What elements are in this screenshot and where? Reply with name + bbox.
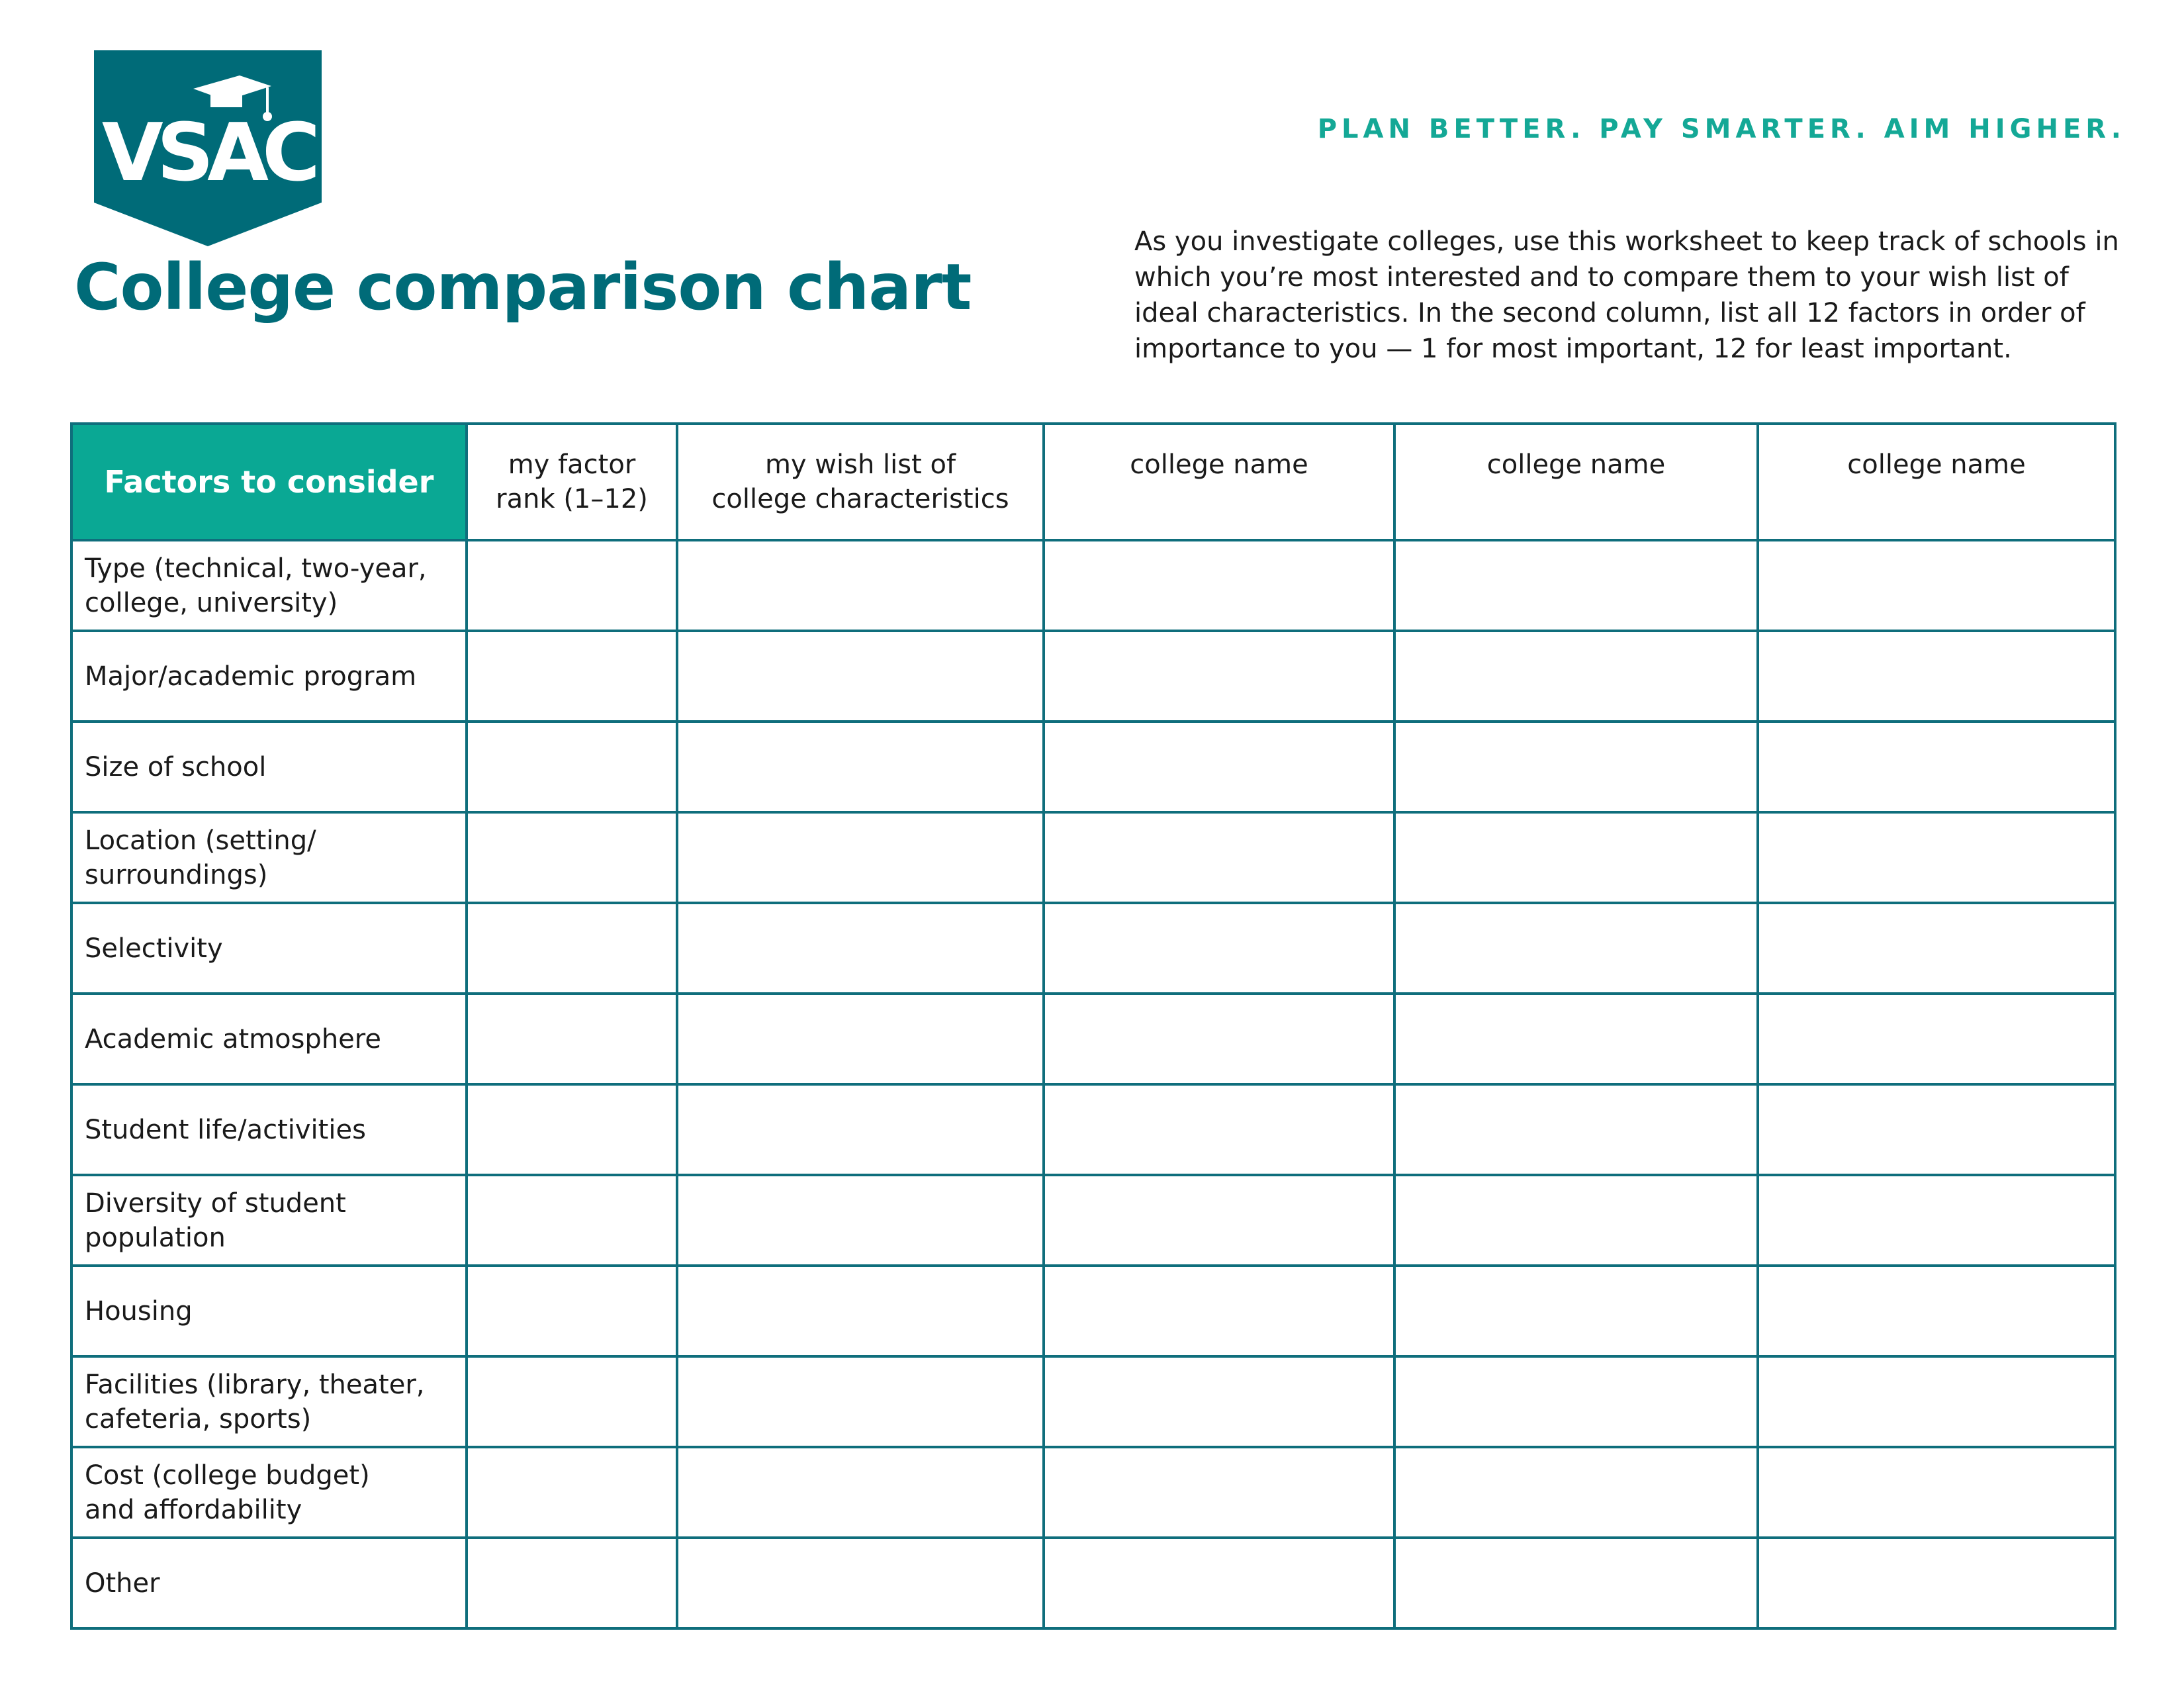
college-1-cell[interactable]	[1044, 1447, 1394, 1538]
wish-list-cell[interactable]	[677, 1175, 1044, 1266]
table-row	[71, 631, 2115, 722]
table-row	[71, 1538, 2115, 1628]
college-2-cell[interactable]	[1394, 722, 1758, 812]
college-2-cell[interactable]	[1394, 812, 1758, 903]
wish-list-cell[interactable]	[677, 812, 1044, 903]
college-1-cell[interactable]	[1044, 1356, 1394, 1447]
college-1-cell[interactable]	[1044, 1175, 1394, 1266]
college-1-cell[interactable]	[1044, 994, 1394, 1084]
factor-label: Other	[71, 1538, 467, 1628]
college-2-cell[interactable]	[1394, 1447, 1758, 1538]
rank-cell[interactable]	[467, 1175, 677, 1266]
page-title: College comparison chart	[74, 250, 972, 324]
factor-label: Diversity of student population	[71, 1175, 467, 1266]
college-2-cell[interactable]	[1394, 540, 1758, 631]
factor-label: Facilities (library, theater, cafeteria, sports)	[71, 1356, 467, 1447]
college-3-cell[interactable]	[1758, 994, 2115, 1084]
college-2-cell[interactable]	[1394, 994, 1758, 1084]
tagline: PLAN BETTER. PAY SMARTER. AIM HIGHER.	[1317, 114, 2126, 144]
college-3-cell[interactable]	[1758, 722, 2115, 812]
table-row	[71, 812, 2115, 903]
college-3-cell[interactable]	[1758, 1538, 2115, 1628]
college-1-cell[interactable]	[1044, 540, 1394, 631]
wish-list-cell[interactable]	[677, 1538, 1044, 1628]
college-1-cell[interactable]	[1044, 812, 1394, 903]
factor-label: Size of school	[71, 722, 467, 812]
table-row	[71, 1084, 2115, 1175]
college-3-cell[interactable]	[1758, 1447, 2115, 1538]
factor-label: Type (technical, two-year, college, university)	[71, 540, 467, 631]
wish-list-cell[interactable]	[677, 722, 1044, 812]
college-2-cell[interactable]	[1394, 903, 1758, 994]
factor-label: Selectivity	[71, 903, 467, 994]
college-3-cell[interactable]	[1758, 1356, 2115, 1447]
logo-text: VSAC	[101, 107, 314, 199]
header-college-name-2: college name	[1394, 424, 1758, 540]
rank-cell[interactable]	[467, 1538, 677, 1628]
rank-cell[interactable]	[467, 722, 677, 812]
college-2-cell[interactable]	[1394, 1266, 1758, 1356]
college-2-cell[interactable]	[1394, 1084, 1758, 1175]
wish-list-cell[interactable]	[677, 540, 1044, 631]
rank-cell[interactable]	[467, 540, 677, 631]
college-2-cell[interactable]	[1394, 1356, 1758, 1447]
college-1-cell[interactable]	[1044, 1266, 1394, 1356]
rank-cell[interactable]	[467, 1084, 677, 1175]
rank-cell[interactable]	[467, 994, 677, 1084]
college-3-cell[interactable]	[1758, 1266, 2115, 1356]
table-header-row	[71, 424, 2115, 540]
wish-list-cell[interactable]	[677, 1447, 1044, 1538]
college-1-cell[interactable]	[1044, 1538, 1394, 1628]
table-row	[71, 994, 2115, 1084]
wish-list-cell[interactable]	[677, 1356, 1044, 1447]
college-2-cell[interactable]	[1394, 631, 1758, 722]
table-row	[71, 722, 2115, 812]
rank-cell[interactable]	[467, 631, 677, 722]
vsac-logo	[94, 50, 322, 246]
wish-list-cell[interactable]	[677, 1266, 1044, 1356]
table-row	[71, 1175, 2115, 1266]
comparison-table	[70, 422, 2116, 1630]
header-college-name-3: college name	[1758, 424, 2115, 540]
college-3-cell[interactable]	[1758, 812, 2115, 903]
college-3-cell[interactable]	[1758, 540, 2115, 631]
table-row	[71, 1356, 2115, 1447]
table-row	[71, 1447, 2115, 1538]
rank-cell[interactable]	[467, 1356, 677, 1447]
college-3-cell[interactable]	[1758, 631, 2115, 722]
rank-cell[interactable]	[467, 1266, 677, 1356]
wish-list-cell[interactable]	[677, 631, 1044, 722]
intro-text: As you investigate colleges, use this worksheet to keep track of schools in which you’re most interested and to compare them to your wish list of ideal characteristics. In the second column, list all 12 factors in order of importance to you — 1 for most important, 12 for least important.	[1134, 226, 2119, 364]
rank-cell[interactable]	[467, 812, 677, 903]
factor-label: Location (setting/ surroundings)	[71, 812, 467, 903]
college-3-cell[interactable]	[1758, 1084, 2115, 1175]
college-2-cell[interactable]	[1394, 1538, 1758, 1628]
college-3-cell[interactable]	[1758, 903, 2115, 994]
table-row	[71, 540, 2115, 631]
factor-label: Academic atmosphere	[71, 994, 467, 1084]
wish-list-cell[interactable]	[677, 1084, 1044, 1175]
header-college-name-1: college name	[1044, 424, 1394, 540]
college-2-cell[interactable]	[1394, 1175, 1758, 1266]
wish-list-cell[interactable]	[677, 994, 1044, 1084]
header-factors: Factors to consider	[71, 424, 467, 540]
college-1-cell[interactable]	[1044, 903, 1394, 994]
college-1-cell[interactable]	[1044, 631, 1394, 722]
wish-list-cell[interactable]	[677, 903, 1044, 994]
factor-label: Housing	[71, 1266, 467, 1356]
table-row	[71, 1266, 2115, 1356]
factor-label: Student life/activities	[71, 1084, 467, 1175]
college-1-cell[interactable]	[1044, 722, 1394, 812]
college-1-cell[interactable]	[1044, 1084, 1394, 1175]
rank-cell[interactable]	[467, 1447, 677, 1538]
header-factor-rank: my factor rank (1–12)	[467, 424, 677, 540]
factor-label: Cost (college budget) and affordability	[71, 1447, 467, 1538]
rank-cell[interactable]	[467, 903, 677, 994]
header-wish-list: my wish list of college characteristics	[677, 424, 1044, 540]
college-3-cell[interactable]	[1758, 1175, 2115, 1266]
table-row	[71, 903, 2115, 994]
factor-label: Major/academic program	[71, 631, 467, 722]
